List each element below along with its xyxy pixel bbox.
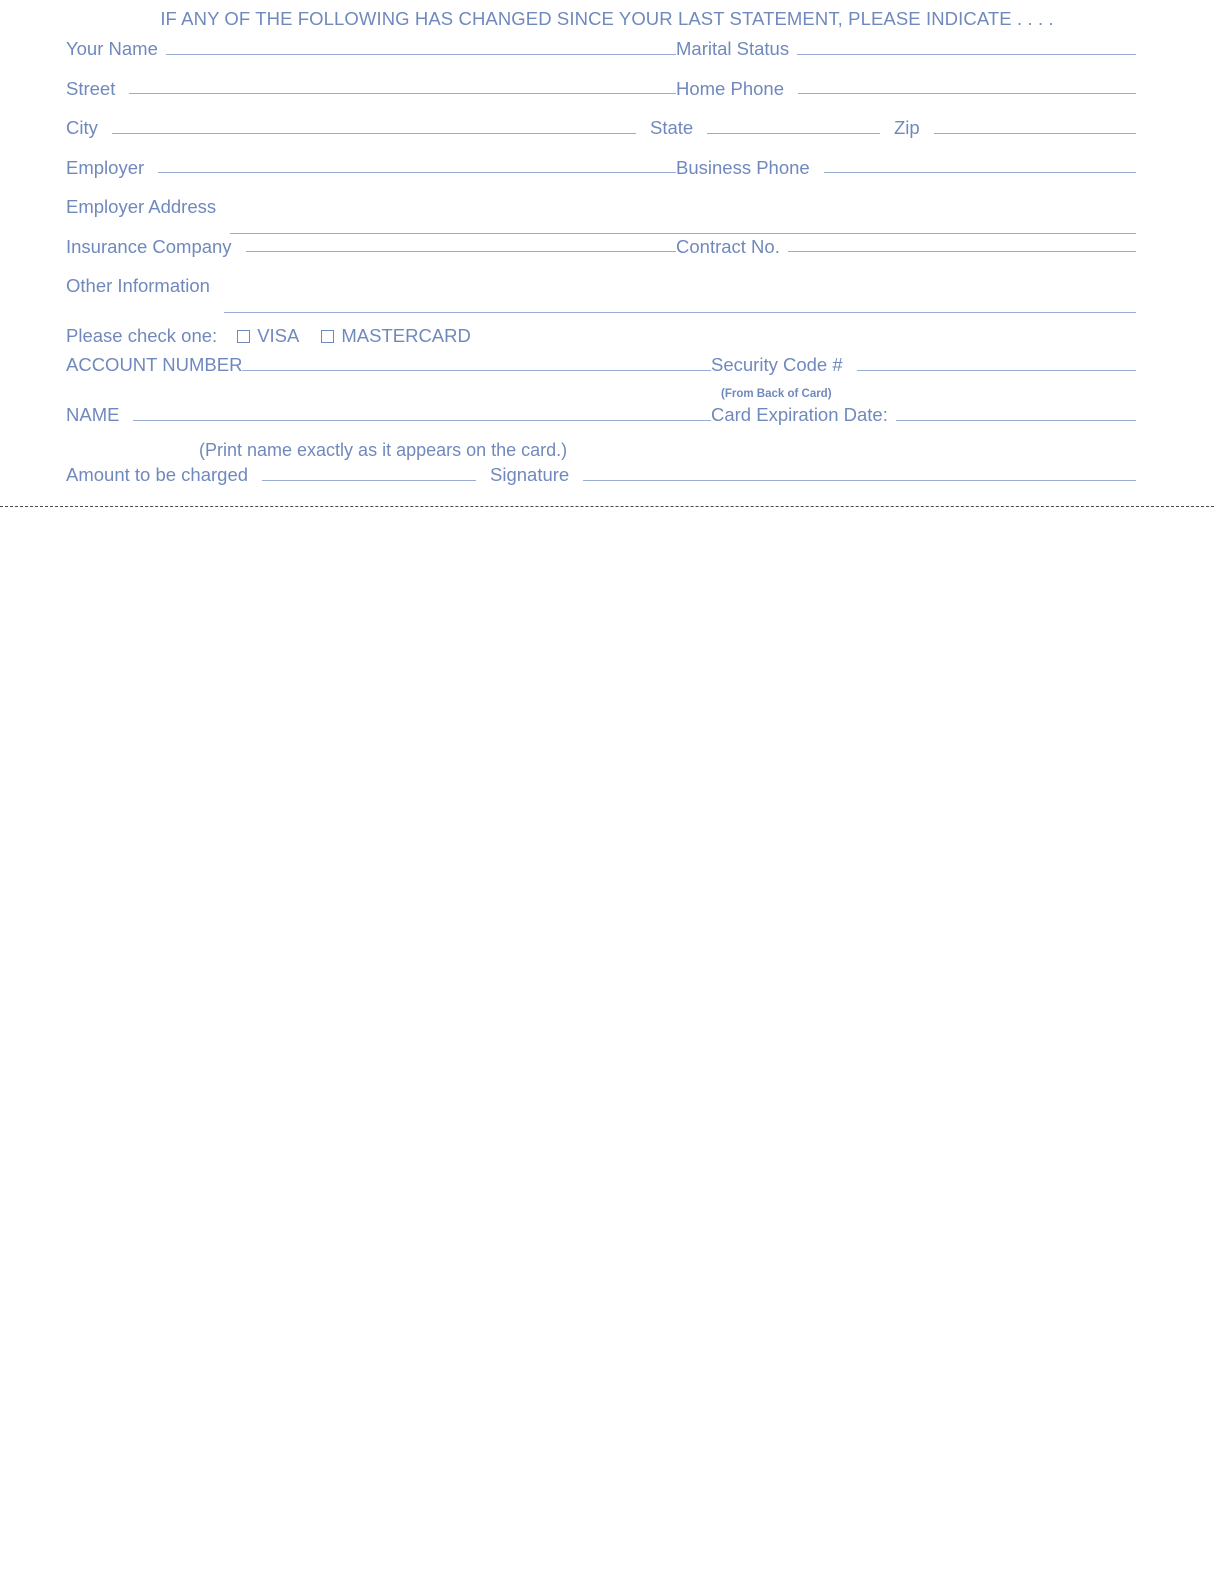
- label-employer-address: Employer Address: [66, 196, 217, 217]
- print-name-note: (Print name exactly as it appears on the card.): [199, 440, 568, 460]
- row-city-state-zip: [66, 119, 1136, 159]
- field-security-code: [711, 356, 1136, 375]
- input-street[interactable]: [129, 93, 676, 94]
- field-street: [66, 77, 676, 99]
- row-other-information: [66, 277, 1136, 317]
- input-employer-address[interactable]: [230, 233, 1136, 234]
- input-other-information[interactable]: [224, 312, 1136, 313]
- checkbox-mastercard[interactable]: [321, 330, 334, 343]
- label-business-phone: Business Phone: [676, 156, 810, 178]
- input-zip[interactable]: [934, 133, 1136, 134]
- input-security-code[interactable]: [857, 370, 1136, 371]
- row-amount-signature: [66, 466, 1136, 506]
- input-amount[interactable]: [262, 480, 476, 481]
- row-card-type: [66, 317, 1136, 357]
- field-your-name: [66, 40, 676, 59]
- field-home-phone: [676, 77, 1136, 99]
- label-marital-status: Marital Status: [676, 38, 790, 59]
- input-card-expiration[interactable]: [896, 420, 1136, 421]
- row-employer-businessphone: [66, 156, 1136, 199]
- input-employer[interactable]: [158, 172, 676, 173]
- row-employer-address: [66, 198, 1136, 238]
- field-zip: [894, 119, 1136, 138]
- label-insurance-company: Insurance Company: [66, 235, 232, 257]
- tear-line: [0, 506, 1214, 507]
- label-state: State: [650, 117, 694, 138]
- input-marital-status[interactable]: [797, 54, 1136, 55]
- field-card-expiration: [711, 406, 1136, 425]
- label-contract-no: Contract No.: [676, 235, 780, 257]
- label-signature: Signature: [490, 464, 570, 485]
- label-zip: Zip: [894, 117, 920, 138]
- input-state[interactable]: [707, 133, 880, 134]
- field-amount: [66, 466, 476, 485]
- checkbox-visa[interactable]: [237, 330, 250, 343]
- input-your-name[interactable]: [166, 54, 676, 55]
- field-contract-no: [676, 235, 1136, 257]
- label-card-name: NAME: [66, 404, 120, 425]
- row-account-security: [66, 354, 1136, 400]
- field-card-name: [66, 406, 711, 425]
- input-contract-no[interactable]: [788, 251, 1136, 252]
- label-your-name: Your Name: [66, 38, 158, 59]
- label-card-expiration: Card Expiration Date:: [711, 404, 888, 425]
- field-employer: [66, 156, 676, 178]
- field-account-number: [66, 356, 711, 375]
- label-employer: Employer: [66, 156, 145, 178]
- form-body: [66, 40, 1136, 506]
- row-name-marital: [66, 40, 1136, 80]
- input-city[interactable]: [112, 133, 636, 134]
- label-please-check-one: Please check one:: [66, 325, 218, 346]
- label-account-number: ACCOUNT NUMBER: [66, 354, 243, 375]
- field-city: [66, 119, 636, 138]
- field-marital-status: [676, 40, 1136, 59]
- row-print-name-note: [66, 432, 1136, 466]
- input-insurance-company[interactable]: [246, 251, 676, 252]
- input-home-phone[interactable]: [798, 93, 1136, 94]
- security-code-note: (From Back of Card): [721, 388, 832, 400]
- input-account-number[interactable]: [242, 370, 711, 371]
- label-amount: Amount to be charged: [66, 464, 249, 485]
- input-card-name[interactable]: [133, 420, 711, 421]
- field-insurance-company: [66, 235, 676, 257]
- label-mastercard: MASTERCARD: [341, 325, 471, 347]
- page-title: IF ANY OF THE FOLLOWING HAS CHANGED SINCE YOUR LAST STATEMENT, PLEASE INDICATE . . . .: [160, 8, 1054, 29]
- row-insurance-contract: [66, 235, 1136, 278]
- field-signature: [490, 466, 1136, 485]
- label-city: City: [66, 117, 98, 138]
- label-street: Street: [66, 77, 116, 99]
- input-signature[interactable]: [583, 480, 1136, 481]
- label-security-code: Security Code #: [711, 354, 843, 375]
- field-state: [650, 119, 880, 138]
- label-visa: VISA: [257, 325, 300, 347]
- label-other-information: Other Information: [66, 275, 210, 296]
- row-name-expiration: [66, 406, 1136, 432]
- input-business-phone[interactable]: [824, 172, 1136, 173]
- label-home-phone: Home Phone: [676, 77, 784, 99]
- row-street-homephone: [66, 77, 1136, 120]
- field-business-phone: [676, 156, 1136, 178]
